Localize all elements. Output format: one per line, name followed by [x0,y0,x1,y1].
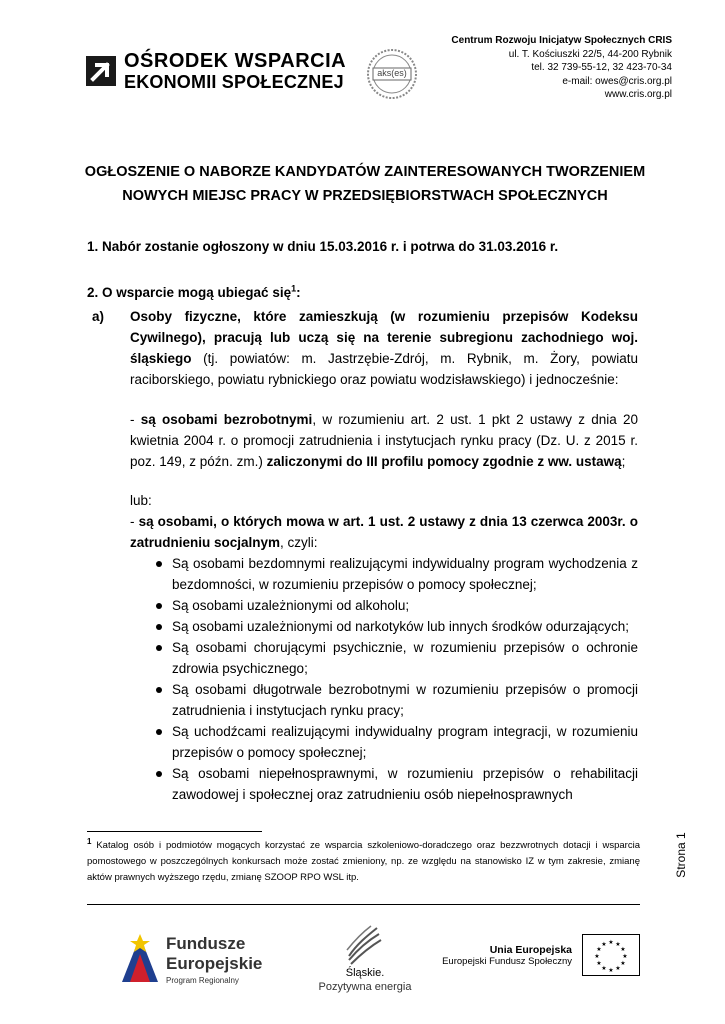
svg-text:★: ★ [615,965,621,972]
ue-text-2: Europejski Fundusz Społeczny [442,956,572,967]
title-line2: NOWYCH MIEJSC PRACY W PRZEDSIĘBIORSTWACH SPOŁECZNYCH [122,188,608,204]
page-number-text: Strona 1 [674,832,688,878]
ue-text-1: Unia Europejska [489,944,572,956]
contact-block [451,34,672,102]
svg-text:★: ★ [615,941,621,948]
item-a-normal: (tj. powiatów: m. Jastrzębie-Zdrój, m. Rybnik, m. Żory, powiatu raciborskiego, powiatu rybnickiego oraz powiatu wodzisławskiego) i jednocześnie: [130,351,638,387]
fe-logo-text-2: Europejskie [166,954,263,973]
svg-text:★: ★ [601,965,607,972]
footnote-text: Katalog osób i podmiotów mogących korzystać ze wsparcia szkoleniowo-doradczego oraz bezzwrotnych dotacji i wsparcia pomostowego w poszczególnych konkursach może zostać zmieniony, np. ze względu na stanowisko IZ w tym zakresie, zmianę aktów prawnych wyższego rzędu, zmianę SZOOP RPO WSL itp. [87,840,640,883]
dash1-bold2: zaliczonymi do III profilu pomocy zgodnie z ww. ustawą [266,454,622,469]
footnote-ref[interactable]: 1 [291,283,297,294]
section-2-text: 2. O wsparcie mogą ubiegać się [87,285,292,300]
dash2-prefix: - [130,514,139,529]
lub-label: lub: [130,493,152,508]
item-a-label: a) [92,309,105,324]
item-a-text [130,306,638,390]
dash2-normal: , czyli: [280,535,318,550]
list-item: Są osobami długotrwale bezrobotnymi w rozumieniu przepisów o promocji zatrudnienia i instytucjach rynku pracy; [130,679,638,721]
svg-text:★: ★ [601,941,607,948]
footnote-number: 1 [87,836,92,846]
eu-flag-icon [582,934,640,976]
list-item: Są osobami chorującymi psychicznie, w rozumieniu przepisów o ochronie zdrowia psychicznego; [130,637,638,679]
criterion-unemployed [130,409,638,472]
document-title [80,160,650,208]
akses-seal-logo [366,48,418,100]
dash1-normal: , w rozumieniu art. 2 ust. 1 pkt 2 ustawy z dnia 20 kwietnia 2004 r. o promocji zatrudnienia i instytucjach rynku pracy (Dz. U. z 2015 r. poz. 149, z późn. zm.) [130,412,639,469]
svg-text:★: ★ [620,946,626,953]
dash2-bold: są osobami, o których mowa w art. 1 ust. 2 ustawy z dnia 13 czerwca 2003r. o zatrudnieniu socjalnym [130,514,638,550]
footnote-divider [87,831,262,832]
slaskie-text-2: Pozytywna energia [318,981,412,993]
list-item: Są osobami bezdomnymi realizującymi indywidualny program wychodzenia z bezdomności, w rozumieniu przepisów o pomocy społecznej; [130,553,638,595]
list-item: Są osobami uzależnionymi od alkoholu; [130,595,638,616]
slaskie-logo-icon [343,922,383,967]
list-item: Są osobami uzależnionymi od narkotyków lub innych środków odurzających; [130,616,638,637]
svg-text:★: ★ [596,960,602,967]
contact-org: Centrum Rozwoju Inicjatyw Społecznych CRIS [451,35,672,46]
fe-logo-text-3: Program Regionalny [166,976,239,985]
section-1: 1. Nabór zostanie ogłoszony w dniu 15.03.2016 r. i potrwa do 31.03.2016 r. [87,239,559,254]
logo-title-line2: EKONOMII SPOŁECZNEJ [124,72,344,92]
logo-title-line1: OŚRODEK WSPARCIA [124,50,347,72]
seal-text: aks(es) [377,68,407,78]
item-a-bold: Osoby fizyczne, które zamieszkują (w rozumieniu przepisów Kodeksu Cywilnego), pracują lub uczą się na terenie subregionu zachodniego woj. śląskiego [130,309,638,366]
slaskie-text-1: Śląskie. [345,967,385,979]
svg-text:★: ★ [622,953,628,960]
owes-arrow-icon [86,56,116,86]
contact-phone: tel. 32 739-55-12, 32 423-70-34 [531,62,672,73]
dash1-bold1: są osobami bezrobotnymi [140,412,313,427]
section-2-colon: : [296,285,301,300]
list-item: Są uchodźcami realizującymi indywidualny program integracji, w rozumieniu przepisów o pomocy społecznej; [130,721,638,763]
contact-email[interactable]: e-mail: owes@cris.org.pl [562,75,672,87]
svg-text:★: ★ [620,960,626,967]
svg-text:★: ★ [608,939,614,946]
svg-text:★: ★ [594,953,600,960]
eligibility-bullet-list [130,553,638,805]
dash1-prefix: - [130,412,141,427]
footnote [87,838,640,886]
svg-text:★: ★ [596,946,602,953]
criterion-social-employment [130,511,638,553]
list-item: Są osobami niepełnosprawnymi, w rozumieniu przepisów o rehabilitacji zawodowej i społecznej oraz zatrudnieniu osób niepełnosprawnych [130,763,638,805]
dash1-end: ; [621,454,626,469]
fundusze-europejskie-logo-icon [120,932,160,984]
section-2-heading [87,282,301,303]
title-line1: OGŁOSZENIE O NABORZE KANDYDATÓW ZAINTERESOWANYCH TWORZENIEM [84,164,646,180]
contact-www[interactable]: www.cris.org.pl [604,89,672,100]
fe-logo-text-1: Fundusze [166,934,246,953]
footer-divider [87,904,640,905]
svg-text:★: ★ [608,967,614,974]
contact-address: ul. T. Kościuszki 22/5, 44-200 Rybnik [508,48,672,60]
page-number [670,820,692,890]
